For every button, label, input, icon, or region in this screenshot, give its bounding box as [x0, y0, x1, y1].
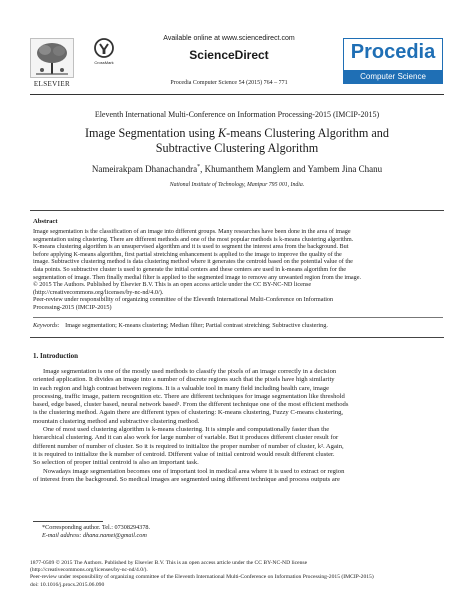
abstract-heading: Abstract	[33, 218, 58, 225]
intro-line: processing, traffic image, pattern recognition etc. There are different techniques for image segmentation like threshold	[33, 392, 345, 400]
intro-line: Nowadays image segmentation becomes one of important tool in medical area where it is used to extract or region	[43, 467, 345, 475]
intro-line: So selection of proper initial centroid is also an important task.	[33, 459, 199, 467]
elsevier-tree-logo	[30, 38, 74, 78]
author-email[interactable]: E-mail address: dhana.namei@gmail.com	[42, 531, 147, 539]
footer-peer-review: Peer-review under responsibility of organizing committee of the Eleventh International Multi-Conference on Information Processing-2015 (IMCIP-2015)	[30, 574, 374, 581]
title-line2: Subtractive Clustering Algorithm	[155, 141, 319, 155]
authors	[30, 164, 444, 174]
crossmark-label: CrossMark	[94, 60, 114, 65]
keywords-list: Image segmentation; K-means clustering; Median filter; Partial contrast stretching; Subtractive clustering.	[65, 322, 328, 329]
intro-line: based, edge based, cluster based, neural network based¹. From the different technique one of the most efficient methods	[33, 401, 349, 409]
author-1: Nameirakpam Dhanachandra	[91, 164, 198, 174]
paper-title	[30, 126, 444, 156]
elsevier-label: ELSEVIER	[33, 80, 71, 88]
intro-line: is the clustering method. Again there are different types of clustering: K-means clustering, Fuzzy C-means clustering,	[33, 409, 344, 417]
intro-line: in each region and high contrast between regions. It is a valuable tool in many field including health care, image	[33, 384, 330, 392]
abstract-line: before applying K-means algorithm, first partial stretching enhancement is applied to the image to improve the quality of the	[33, 250, 342, 258]
footer	[30, 560, 444, 589]
footer-license-link[interactable]: (http://creativecommons.org/licenses/by-nc-nd/4.0/).	[30, 567, 148, 574]
introduction-text	[33, 368, 443, 484]
abstract-line: segmentation using clustering. There are different methods and one of the most popular methods is k-means clustering algorithm.	[33, 235, 354, 243]
intro-line: mountain clustering method and subtractive clustering method.	[33, 417, 200, 425]
footer-doi[interactable]: doi: 10.1016/j.procs.2015.06.090	[30, 581, 105, 588]
keywords-label: Keywords:	[33, 322, 60, 329]
intro-line: One of most used clustering algorithm is k-means clustering. It is simple and computationally faster than the	[43, 426, 330, 434]
keywords-rule	[33, 317, 443, 318]
section-heading-introduction: 1. Introduction	[33, 352, 78, 360]
affiliation: National Institute of Technology, Manipur 795 001, India.	[169, 182, 305, 188]
procedia-title: Procedia	[350, 41, 436, 63]
abstract-license-link[interactable]: (http://creativecommons.org/licenses/by-nc-nd/4.0/).	[33, 288, 164, 296]
intro-line: Image segmentation is one of the mostly used methods to classify the pixels of an image correctly in a decision	[43, 368, 337, 375]
abstract-peer-review: Processing-2015 (IMCIP-2015)	[33, 303, 112, 311]
journal-reference: Procedia Computer Science 54 (2015) 764 – 771	[170, 80, 288, 86]
title-line1-post: -means Clustering Algorithm and	[226, 126, 389, 140]
authors-rest: , Khumanthem Manglem and Yambem Jina Chanu	[200, 164, 383, 174]
footer-issn: 1877-0509 © 2015 The Authors. Published by Elsevier B.V. This is an open access article under the CC BY-NC-ND license	[30, 560, 308, 566]
procedia-subtitle: Computer Science	[344, 70, 442, 83]
procedia-logo	[343, 38, 443, 84]
sciencedirect-logo: ScienceDirect	[189, 48, 269, 62]
available-online[interactable]: Available online at www.sciencedirect.com	[163, 35, 295, 42]
abstract-top-rule	[30, 210, 444, 211]
title-k: K	[218, 126, 227, 140]
abstract-bottom-rule	[30, 337, 444, 338]
title-line1-pre: Image Segmentation using	[85, 126, 219, 140]
abstract-line: segmentation of image. Then finally medial filter is applied to the segmented image to remove any unwanted region from the image.	[33, 273, 362, 281]
footnote	[42, 524, 342, 539]
abstract-peer-review: Peer-review under responsibility of organizing committee of the Eleventh International Multi-Conference on Information	[33, 296, 334, 304]
intro-line: different number of number of cluster. So it is required to initialize the proper number of number of cluster, k². Again,	[33, 442, 344, 450]
intro-line: it is required to initialize the k number of centroid. Different value of initial centroid would result different cluster.	[33, 450, 335, 458]
intro-line: oriented application. It divides an image into a number of discrete regions such that the pixels have high similarity	[33, 376, 335, 384]
corresponding-author: *Corresponding author. Tel.: 07308294378.	[42, 524, 151, 531]
intro-line: of interest from the background. So medical images are segmented using different technique and process outputs are	[33, 475, 340, 483]
abstract-line: image. Subtractive clustering method is data clustering method where it generates the centroid based on the potential value of the	[33, 258, 353, 266]
abstract-line: data points. So subtractive cluster is used to generate the initial centers and these centers are used in k-means algorithm for the	[33, 265, 347, 273]
abstract-copyright: © 2015 The Authors. Published by Elsevier B.V. This is an open access article under the CC BY-NC-ND license	[33, 281, 312, 289]
abstract-line: K-means clustering algorithm is an unsupervised algorithm and it is used to segment the interest area from the background. But	[33, 243, 349, 251]
keywords	[33, 322, 443, 330]
intro-line: hierarchical clustering. And it can also work for large number of variable. But it produces different cluster result for	[33, 434, 339, 442]
abstract-text	[33, 228, 443, 312]
abstract-line: Image segmentation is the classification of an image into different groups. Many researches have been done in the area of image	[33, 228, 351, 235]
author-mark: *	[197, 164, 201, 170]
crossmark-icon[interactable]	[94, 38, 114, 58]
header-rule	[30, 94, 444, 95]
footnote-rule	[33, 521, 103, 522]
conference-name: Eleventh International Multi-Conference on Information Processing-2015 (IMCIP-2015)	[94, 110, 380, 119]
